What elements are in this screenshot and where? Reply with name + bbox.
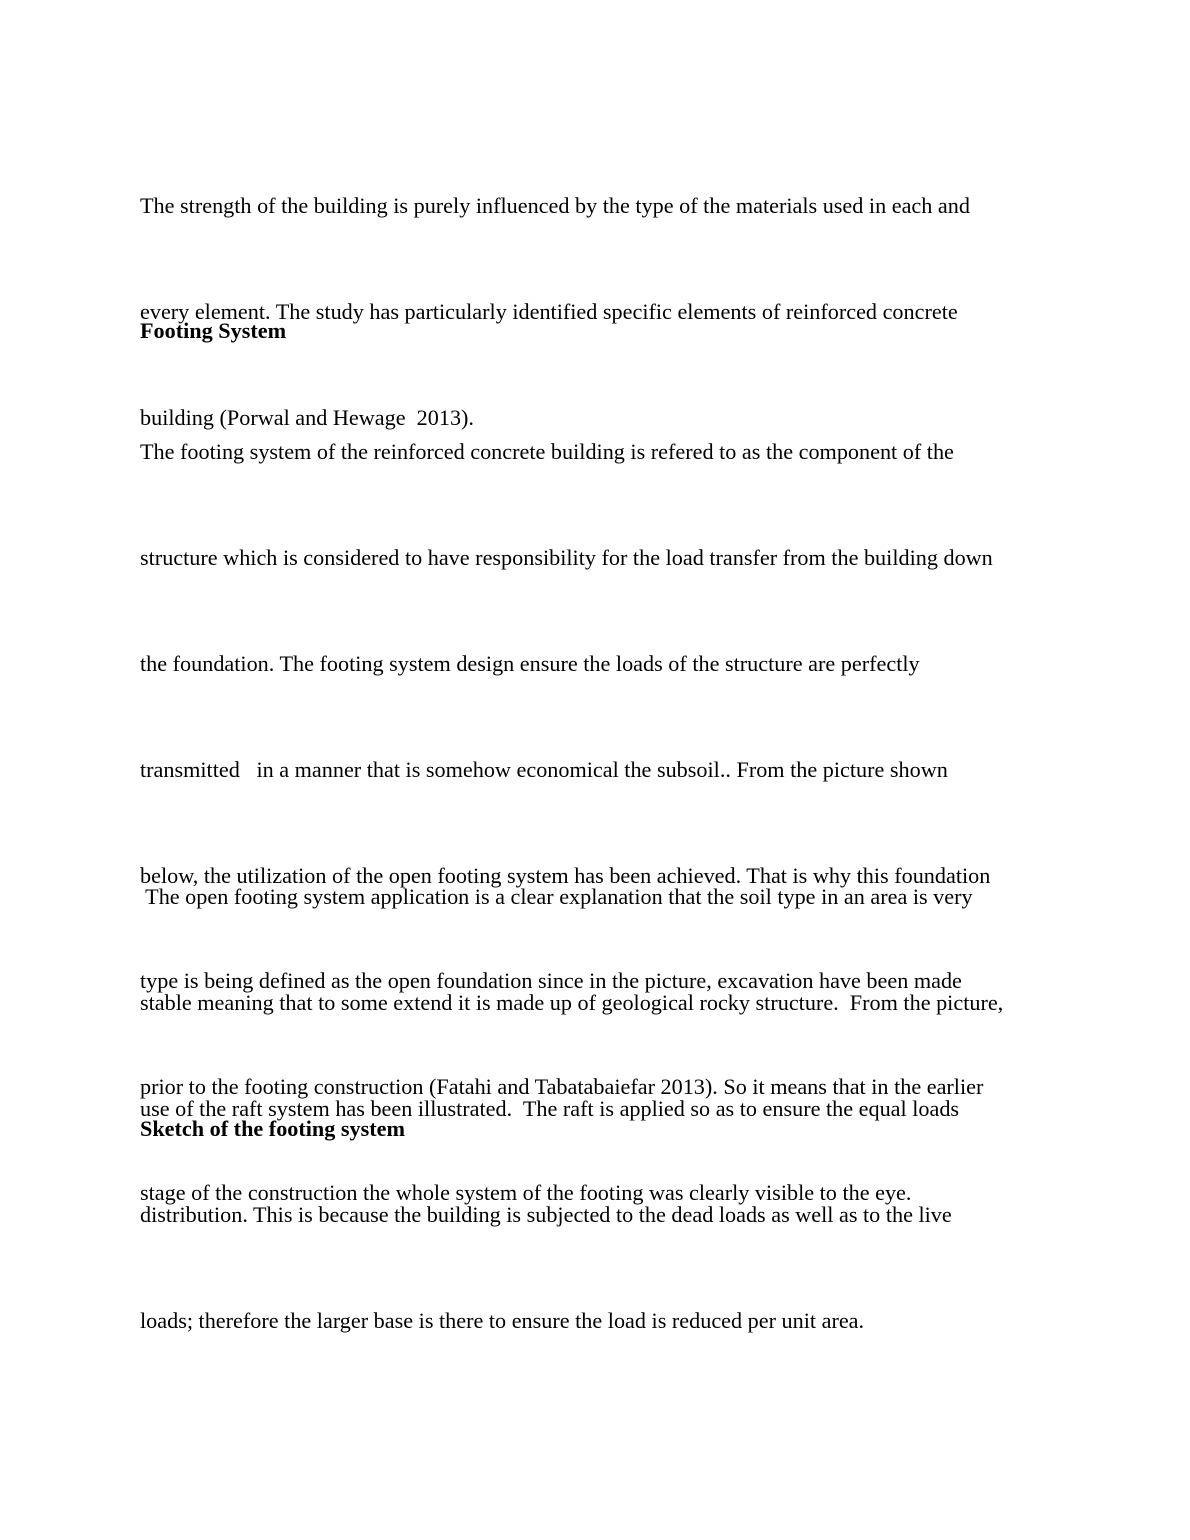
paragraph-line: The footing system of the reinforced concrete building is refered to as the component of the: [140, 439, 954, 464]
paragraph-line: structure which is considered to have responsibility for the load transfer from the building down: [140, 544, 993, 570]
paragraph-line: The strength of the building is purely influenced by the type of the materials used in each and: [140, 193, 970, 218]
paragraph-open-footing: [140, 818, 1060, 1399]
paragraph-line: the foundation. The footing system design ensure the loads of the structure are perfectly: [140, 650, 920, 676]
section-heading-footing-system: Footing System: [140, 318, 287, 343]
paragraph-line: prior to the footing construction (Fatahi and Tabatabaiefar 2013). So it means that in the earlier: [140, 1074, 984, 1100]
paragraph-line: building (Porwal and Hewage 2013).: [140, 404, 474, 430]
paragraph-line: every element. The study has particularly identified specific elements of reinforced concrete: [140, 298, 958, 324]
paragraph-line: use of the raft system has been illustrated. The raft is applied so as to ensure the equal loads: [140, 1095, 960, 1121]
section-heading-sketch: Sketch of the footing system: [140, 1116, 405, 1141]
paragraph-line: stage of the construction the whole system of the footing was clearly visible to the eye.: [140, 1180, 912, 1206]
paragraph-line: type is being defined as the open foundation since in the picture, excavation have been made: [140, 968, 962, 994]
paragraph-line: loads; therefore the larger base is there to ensure the load is reduced per unit area.: [140, 1307, 865, 1333]
paragraph-line: The open footing system application is a clear explanation that the soil type in an area is very: [140, 884, 973, 909]
paragraph-line: below, the utilization of the open footing system has been achieved. That is why this foundation: [140, 862, 991, 888]
paragraph-line: distribution. This is because the building is subjected to the dead loads as well as to the live: [140, 1201, 952, 1227]
paragraph-line: stable meaning that to some extend it is made up of geological rocky structure. From the picture,: [140, 989, 1004, 1015]
paragraph-line: transmitted in a manner that is somehow economical the subsoil.. From the picture shown: [140, 756, 948, 782]
